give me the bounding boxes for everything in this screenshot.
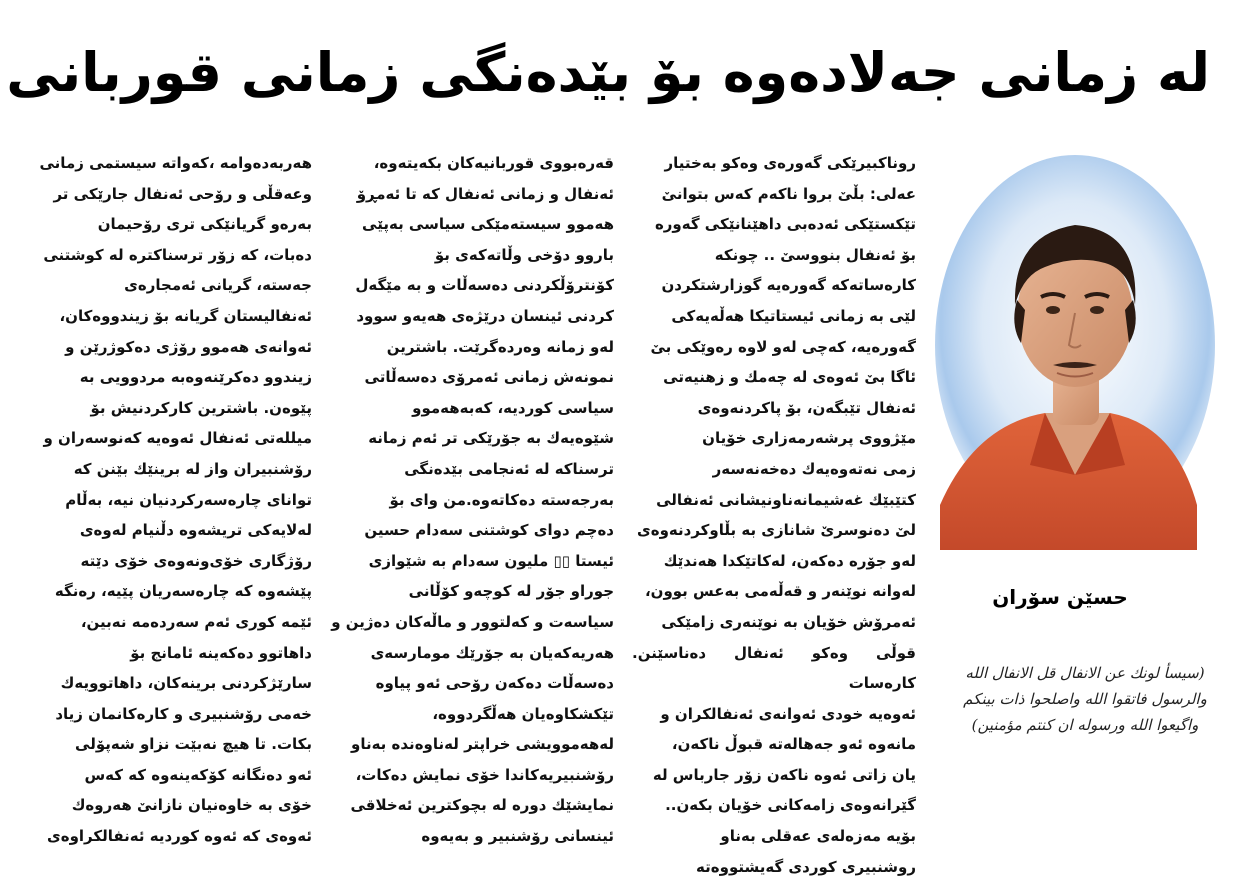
article-line: یان زاتی ئه‌وه ناكه‌ن زۆر جارباس له [652,765,916,784]
article-line: ئه‌نفال تێبگه‌ن، بۆ پاكردنه‌وه‌ی [697,398,916,417]
article-line: زیندوو ده‌كرێنه‌وه‌به مردوویی به [79,368,312,387]
article-line: ئه‌وانه‌ی هه‌موو رۆژی ده‌كوژرێن و [65,337,312,356]
quote-line-3: واگیعوا الله ورسوله ان كنتم مؤمنین) [971,716,1199,734]
author-portrait-illustration [935,175,1200,550]
article-line: بكات. تا هیچ نه‌بێت نزاو شه‌پۆلی [75,735,312,754]
article-line: گه‌وره‌یه، كه‌چی له‌و لاوه ره‌وێكی بێ [650,337,916,356]
author-photo [935,175,1200,550]
quote-line-1: (سیسأ لونك عن الانفال قل الانفال الله [965,664,1205,682]
article-line: گێرانه‌وه‌ی زامه‌كانی خۆیان بكه‌ن.. [665,796,916,815]
article-line: له‌و زمانه وه‌رده‌گرێت. باشترین [386,337,614,356]
article-line: رۆژگاری خۆی‌ونه‌وه‌ی خۆی دێته [80,551,312,570]
article-column-3 [28,148,312,846]
article-column-1 [632,148,916,876]
article-line: داهاتوو ده‌كه‌ینه ئامانج بۆ [130,643,312,662]
article-line: هه‌ریه‌كه‌یان به جۆرێك مومارسه‌ی [370,643,614,662]
article-line: میلله‌تی ئه‌نفال ئه‌وه‌یه كه‌نوسه‌ران و [43,429,312,448]
article-line: ئه‌و ده‌نگانه كۆكه‌ینه‌وه كه كه‌س [84,765,312,784]
article-line: ئه‌وه‌یه خودی ئه‌وانه‌ی ئه‌نفالكران و [660,704,916,723]
article-line: قه‌ره‌بووی قوربانیه‌كان بكه‌یته‌وه، [373,154,614,172]
article-line: خۆی به خاوه‌نیان نازانێ هه‌روه‌ك [71,796,312,815]
article-line: پێوه‌ن. باشترین كاركردنیش بۆ [90,398,312,417]
article-line: له‌هه‌موویشی خراپتر له‌ناوه‌نده به‌ناو [351,735,614,754]
article-line: كۆنترۆڵكردنی ده‌سه‌ڵات و به مێگه‌ل [355,276,614,295]
article-line: تێكشكاوه‌یان هه‌ڵگردووه، [432,704,614,723]
article-line: لێی به زمانی ئیستاتیكا هه‌ڵه‌یه‌كی [671,306,916,325]
article-line: له‌وانه نوێنه‌ر و قه‌ڵه‌می به‌عس بوون، [644,582,916,601]
article-line: ئاگا بێ ئه‌وه‌ی له چه‌مك و زهنیه‌تی [663,368,916,387]
article-line: ئه‌وه‌ی كه ئه‌وه كوردیه ئه‌نفالكراوه‌ی [46,827,312,846]
article-line: ده‌بات، كه زۆر ترسناكتره له كوشتنی [43,245,312,264]
author-name: حسێن سۆران [992,585,1128,609]
article-line: ئیستا ▯▯ ملیون سه‌دام به شێوازی [368,551,614,570]
article-line: عه‌لی: بڵێ بروا ناكه‌م كه‌س بتوانێ [661,184,916,203]
article-line: ئه‌نفالیستان گریانه بۆ زیندووه‌كان، [59,306,312,325]
article-line: نمایشێك دوره له بچوكترین ئه‌خلاقی [350,796,614,815]
quran-quote [935,660,1235,760]
article-line: كتێبێك غه‌شیمانه‌ناونیشانی ئه‌نفالی [656,490,916,509]
article-column-2 [330,148,614,846]
article-line: مێژووی پرشه‌رمه‌زاری خۆیان [702,429,916,448]
article-line: كردنی ئینسان درێژه‌ی هه‌یه‌و سوود [356,306,614,325]
article-line: له‌لایه‌كی تریشه‌وه دڵنیام له‌وه‌ی [79,521,312,540]
article-line: نمونه‌ش زمانی ئه‌مرۆی ده‌سه‌ڵاتی [364,368,614,387]
article-line: باروو دۆخی وڵاته‌كه‌ی بۆ [434,245,614,264]
article-line: ئه‌مرۆش خۆیان به نوێنه‌ری زامێكی [661,612,916,631]
article-line: خه‌می رۆشنبیری و كاره‌كانمان زیاد [55,704,312,723]
article-line: سیاسی كوردیه، كه‌به‌هه‌موو [412,398,614,417]
article-line: به‌ره‌و گریانێكی تری رۆحیمان [97,215,312,234]
article-line: رۆشنبیریه‌كاندا خۆی نمایش ده‌كات، [355,765,614,784]
article-line: تێكستێكی ئه‌ده‌بی داهێنانێكی گه‌وره [654,215,916,234]
article-line: روناكبیرێكی گه‌وره‌ی وه‌كو به‌ختیار [664,154,916,172]
article-line: مانه‌وه ئه‌و جه‌هاله‌ته قبوڵ ناكه‌ن، [671,735,916,754]
article-line: زمی نه‌ته‌وه‌یه‌ك ده‌خه‌نه‌سه‌ر [712,459,916,478]
article-line: توانای چاره‌سه‌ركردنیان نیه، به‌ڵام [65,490,312,509]
article-line: شێوه‌یه‌ك به جۆرێكی تر ئه‌م زمانه [368,429,614,448]
article-line: له‌و جۆره ده‌كه‌ن، له‌كاتێكدا هه‌ندێك [663,551,916,570]
article-line: قوڵی وه‌كو ئه‌نفال ده‌ناسێنن. كاره‌سات [632,643,916,693]
article-line: به‌رجه‌سته ده‌كاته‌وه.من وای بۆ [389,490,614,509]
article-line: هه‌موو سیسته‌مێكی سیاسی به‌پێی [362,215,614,234]
quote-line-2: والرسول فاتقوا الله واصلحوا ذات بینكم [963,690,1207,708]
article-line: بۆیه مه‌زه‌له‌ی عه‌قلی به‌ناو [720,827,916,846]
article-line: پێشه‌وه كه چاره‌سه‌ریان پێیه، ره‌نگه [54,582,312,601]
article-line: كاره‌ساته‌كه گه‌وره‌یه گوزارشتكردن [661,276,916,295]
article-line: بۆ ئه‌نفال بنووسێ .. چونكه [714,245,916,264]
article-line: سیاسه‌ت و كه‌لتوور و ماڵه‌كان ده‌ژین و [331,612,614,631]
article-line: ئه‌نفال و زمانی ئه‌نفال كه تا ئه‌مڕۆ [356,184,614,203]
article-line: ده‌چم دوای كوشتنی سه‌دام حسین [364,521,614,540]
article-line: جوراو جۆر له كوچه‌و كۆڵانی [408,582,614,601]
article-line: جه‌سته، گریانی ئه‌مجاره‌ی [124,276,312,295]
article-line: ترسناكه له ئه‌نجامی بێده‌نگی [404,459,614,478]
article-line: لێ ده‌نوسرێ شانازی به بڵاوكردنه‌وه‌ی [637,521,916,540]
article-line: هه‌ربه‌ده‌وامه ،كه‌واته سیستمی زمانی [39,154,312,172]
article-line: رۆشنبیران واز له برینێك بێنن كه [73,459,312,478]
article-line: ئێمه كوری ئه‌م سه‌رده‌مه نه‌بین، [80,612,312,631]
article-headline: له زمانی جه‌لاده‌وه بۆ بێده‌نگی زمانی قوربانی [6,41,1210,104]
article-line: ده‌سه‌ڵات ده‌كه‌ن رۆحی ئه‌و پیاوه [375,674,614,693]
article-line: وعه‌قڵی و رۆحی ئه‌نفال جارێكی تر [53,184,312,203]
article-line: ئینسانی رۆشنبیر و به‌یه‌وه [421,827,614,846]
article-line: روشنبیری كوردی گه‌یشتووه‌ته [696,857,916,876]
article-line: سارێژكردنی برینه‌كان، داهاتوویه‌ك [60,674,312,693]
